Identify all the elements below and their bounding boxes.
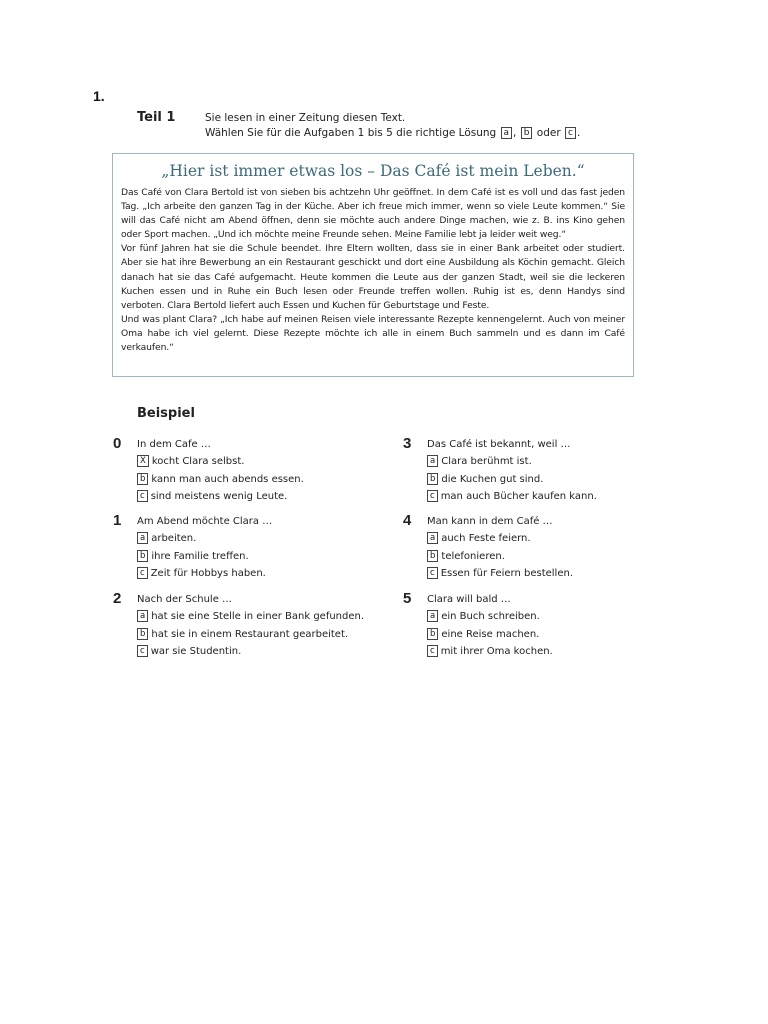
- answer-box[interactable]: a: [137, 532, 148, 544]
- answer-box[interactable]: a: [427, 532, 438, 544]
- option-text: die Kuchen gut sind.: [441, 473, 544, 485]
- task-0: [113, 435, 397, 506]
- task-3: [403, 435, 687, 506]
- option-a[interactable]: [137, 453, 397, 471]
- task-stem: Man kann in dem Café …: [427, 516, 553, 527]
- answer-box[interactable]: c: [427, 567, 438, 579]
- option-text: kann man auch abends essen.: [151, 473, 304, 485]
- instruction-line-1: Sie lesen in einer Zeitung diesen Text.: [205, 112, 406, 124]
- option-c[interactable]: [427, 488, 687, 506]
- option-b[interactable]: [427, 626, 687, 644]
- task-stem: In dem Cafe …: [137, 439, 211, 450]
- option-a[interactable]: [137, 530, 397, 548]
- answer-box[interactable]: c: [137, 567, 148, 579]
- option-text: eine Reise machen.: [441, 628, 540, 640]
- option-c[interactable]: [427, 565, 687, 583]
- answer-box[interactable]: a: [427, 610, 438, 622]
- task-stem: Clara will bald …: [427, 594, 511, 605]
- answer-box[interactable]: b: [427, 473, 438, 485]
- answer-box[interactable]: a: [137, 610, 148, 622]
- answer-box[interactable]: b: [137, 550, 148, 562]
- article-paragraph-2: Vor fünf Jahren hat sie die Schule beendet. Ihre Eltern wollten, dass sie in einer Bank arbeitet oder studiert. Aber sie hat ihre Bewerbung an ein Restaurant geschickt und dort eine Ausbildung als Köchin gemacht. Gleich danach hat sie das Café aufgemacht. Heute kommen die Leute aus der ganzen Stadt, weil sie die leckeren Kuchen essen und in Ruhe ein Buch lesen oder Freunde treffen wollen. Ruhig ist es, denn Handys sind verboten. Clara Bertold liefert auch Essen und Kuchen für Geburtstage und Feste.: [121, 243, 625, 311]
- option-text: Clara berühmt ist.: [441, 456, 532, 467]
- option-b[interactable]: [427, 471, 687, 489]
- period: .: [576, 127, 581, 139]
- task-2: [113, 590, 397, 661]
- option-c[interactable]: [137, 565, 397, 583]
- option-c[interactable]: [137, 488, 397, 506]
- option-a[interactable]: [427, 453, 687, 471]
- answer-box[interactable]: a: [427, 455, 438, 467]
- option-text: auch Feste feiern.: [441, 533, 531, 544]
- task-1: [113, 512, 397, 583]
- answer-box[interactable]: b: [427, 628, 438, 640]
- article-paragraph-3: Und was plant Clara? „Ich habe auf meinen Reisen viele interessante Rezepte kennengelernt. Auch von meiner Oma habe ich viel gelernt. Diese Rezepte möchte ich alle in einem Buch sammeln und es dann im Café verkaufen.“: [121, 313, 625, 354]
- instruction-line-2: [205, 126, 580, 141]
- task-stem: Das Café ist bekannt, weil …: [427, 439, 571, 450]
- option-text: hat sie in einem Restaurant gearbeitet.: [151, 628, 349, 640]
- option-text: Essen für Feiern bestellen.: [440, 568, 573, 579]
- task-number: 5: [403, 590, 412, 607]
- option-text: arbeiten.: [151, 533, 197, 544]
- option-text: kocht Clara selbst.: [151, 456, 245, 467]
- instructions: [205, 111, 580, 141]
- option-text: man auch Bücher kaufen kann.: [440, 491, 597, 502]
- task-number: 1: [113, 512, 122, 529]
- option-b[interactable]: [137, 626, 397, 644]
- option-text: telefonieren.: [441, 550, 505, 562]
- option-c[interactable]: [137, 643, 397, 661]
- task-number: 0: [113, 435, 122, 452]
- answer-box[interactable]: b: [427, 550, 438, 562]
- answer-box[interactable]: c: [137, 645, 148, 657]
- task-number: 4: [403, 512, 412, 529]
- answer-box[interactable]: c: [137, 490, 148, 502]
- task-stem: Am Abend möchte Clara …: [137, 516, 273, 527]
- comma: ,: [513, 127, 517, 139]
- example-heading: Beispiel: [137, 406, 195, 421]
- answer-box-a: a: [501, 127, 513, 139]
- option-text: mit ihrer Oma kochen.: [440, 646, 553, 657]
- oder-text: oder: [536, 127, 561, 139]
- task-5: [403, 590, 687, 661]
- instruction-line-2-text: Wählen Sie für die Aufgaben 1 bis 5 die richtige Lösung: [205, 127, 497, 139]
- answer-box[interactable]: b: [137, 473, 148, 485]
- page-number: 1.: [93, 88, 105, 104]
- option-text: ihre Familie treffen.: [151, 550, 249, 562]
- option-b[interactable]: [427, 548, 687, 566]
- option-a[interactable]: [427, 608, 687, 626]
- option-text: war sie Studentin.: [150, 646, 242, 657]
- option-c[interactable]: [427, 643, 687, 661]
- option-a[interactable]: [137, 608, 397, 626]
- answer-box-b: b: [521, 127, 533, 139]
- article-title: „Hier ist immer etwas los – Das Café ist mein Leben.“: [161, 162, 585, 180]
- task-number: 2: [113, 590, 122, 607]
- option-text: hat sie eine Stelle in einer Bank gefunden.: [151, 611, 365, 622]
- newspaper-article: [112, 153, 634, 377]
- task-stem: Nach der Schule …: [137, 594, 233, 605]
- option-b[interactable]: [137, 471, 397, 489]
- option-text: ein Buch schreiben.: [441, 611, 540, 622]
- article-paragraph-1: Das Café von Clara Bertold ist von sieben bis achtzehn Uhr geöffnet. In dem Café ist es voll und das fast jeden Tag. „Ich arbeite den ganzen Tag in der Küche. Aber ich freue mich immer, wenn so viele Leute kommen.“ Sie will das Café nicht am Abend öffnen, denn sie möchte auch andere Dinge machen, wie z. B. ins Kino gehen oder Sport machen. „Und ich möchte meine Freunde sehen. Meine Familie lebt ja leider weit weg.“: [121, 187, 625, 241]
- task-number: 3: [403, 435, 412, 452]
- option-text: sind meistens wenig Leute.: [150, 491, 288, 502]
- checked-box-icon[interactable]: X: [137, 455, 149, 467]
- option-text: Zeit für Hobbys haben.: [150, 568, 266, 579]
- answer-box[interactable]: c: [427, 645, 438, 657]
- answer-box-c: c: [565, 127, 576, 139]
- task-4: [403, 512, 687, 583]
- option-a[interactable]: [427, 530, 687, 548]
- option-b[interactable]: [137, 548, 397, 566]
- answer-box[interactable]: b: [137, 628, 148, 640]
- answer-box[interactable]: c: [427, 490, 438, 502]
- section-title: Teil 1: [137, 110, 176, 125]
